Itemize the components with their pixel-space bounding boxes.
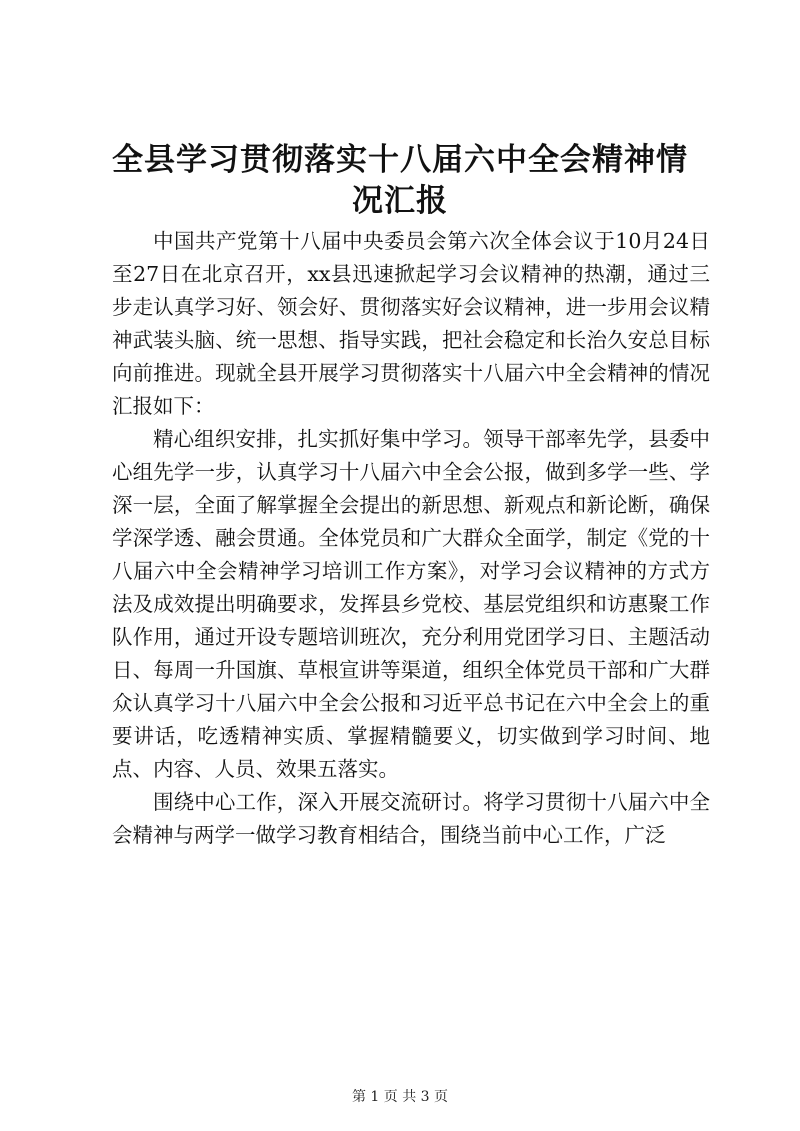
paragraph-intro: 中国共产党第十八届中央委员会第六次全体会议于10月24日至27日在北京召开，xx县迅速掀起学习会议精神的热潮，通过三步走认真学习好、领会好、贯彻落实好会议精神，进一步用会议精神武装头脑、统一思想、指导实践，把社会稳定和长治久安总目标向前推进。现就全县开展学习贯彻落实十八届六中全会精神的情况汇报如下： — [112, 229, 710, 418]
paragraph-exchange-discussion: 围绕中心工作，深入开展交流研讨。将学习贯彻十八届六中全会精神与两学一做学习教育相结合，围绕当前中心工作，广泛 — [112, 790, 710, 847]
page-footer: 第 1 页 共 3 页 — [351, 1089, 449, 1105]
document-body — [112, 225, 710, 852]
document-title: 全县学习贯彻落实十八届六中全会精神情况汇报 — [112, 142, 688, 219]
paragraph-study-arrangement: 精心组织安排，扎实抓好集中学习。领导干部率先学，县委中心组先学一步，认真学习十八届六中全会公报，做到多学一些、学深一层，全面了解掌握全会提出的新思想、新观点和新论断，确保学深学透、融会贯通。全体党员和广大群众全面学，制定《党的十八届六中全会精神学习培训工作方案》，对学习会议精神的方式方法及成效提出明确要求，发挥县乡党校、基层党组织和访惠聚工作队作用，通过开设专题培训班次，充分利用党团学习日、主题活动日、每周一升国旗、草根宣讲等渠道，组织全体党员干部和广大群众认真学习十八届六中全会公报和习近平总书记在六中全会上的重要讲话，吃透精神实质、掌握精髓要义，切实做到学习时间、地点、内容、人员、效果五落实。 — [112, 427, 710, 781]
